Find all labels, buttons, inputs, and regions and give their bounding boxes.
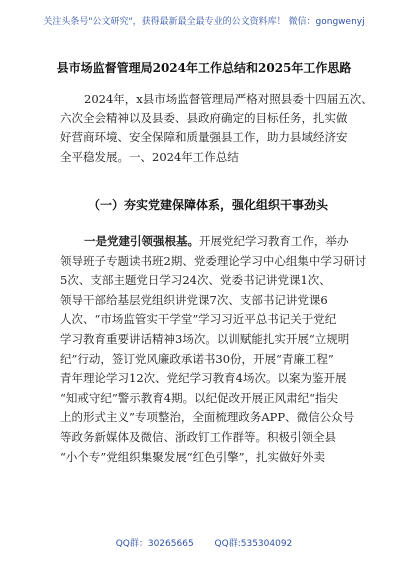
footer-qq-group-1: QQ群：30265665	[115, 539, 194, 549]
body-line: 上的形式主义”专项整治，全面梳理政务APP、微信公众号	[60, 410, 355, 425]
intro-line: 好营商环境、安全保障和质量强县工作，助力县域经济安	[60, 130, 348, 145]
body-line: 等政务新媒体及微信、浙政钉工作群等。积极引领全县	[60, 429, 336, 444]
document-title: 县市场监督管理局2024年工作总结和2025年工作思路	[56, 61, 352, 75]
footer	[0, 536, 408, 549]
intro-line: 六次全会精神以及县委、县政府确定的目标任务，扎实做	[60, 111, 348, 126]
body-line: 纪”行动，签订党风廉政承诺书30份，开展“青廉工程”	[60, 351, 334, 366]
body-line: 领导干部给基层党组织讲党课7次、支部书记讲党课6	[60, 292, 328, 307]
body-line: “知戒守纪”警示教育4期。以纪促改开展正风肃纪“指尖	[60, 390, 338, 405]
body-line: “小个专”党组织集聚发展“红色引擎”，扎实做好外卖	[60, 449, 326, 464]
body-line: 青年理论学习12次、党纪学习教育4场次。以案为鉴开展	[60, 371, 347, 386]
section-heading: （一）夯实党建保障体系，强化组织干事劲头	[88, 198, 329, 212]
intro-line: 2024年，x县市场监督管理局严格对照县委十四届五次、	[84, 92, 373, 106]
body-line-first	[60, 232, 360, 252]
lead-phrase: 一是党建引领强根基。	[84, 234, 199, 248]
body-paragraph	[60, 232, 367, 467]
intro-line: 全平稳发展。一、2024年工作总结	[60, 149, 239, 164]
footer-qq-group-2: QQ群:535304092	[214, 539, 293, 549]
intro-paragraph	[60, 90, 373, 167]
first-line-rest: 开展党纪学习教育工作，举办	[199, 234, 349, 248]
body-line: 5次、支部主题党日学习24次、党委书记讲党课1次、	[60, 273, 331, 288]
body-line: 学习教育重要讲话精神3场次。以训赋能扎实开展“立规明	[60, 331, 350, 346]
body-line: 人次、“市场监管实干学堂”学习习近平总书记关于党纪	[60, 312, 337, 327]
header-banner: 关注头条号"公文研究"，获得最新最全最专业的公文资料库！ 微信：gongwenyj	[43, 17, 365, 27]
body-line: 领导班子专题读书班2期、党委理论学习中心组集中学习研讨	[60, 253, 367, 268]
